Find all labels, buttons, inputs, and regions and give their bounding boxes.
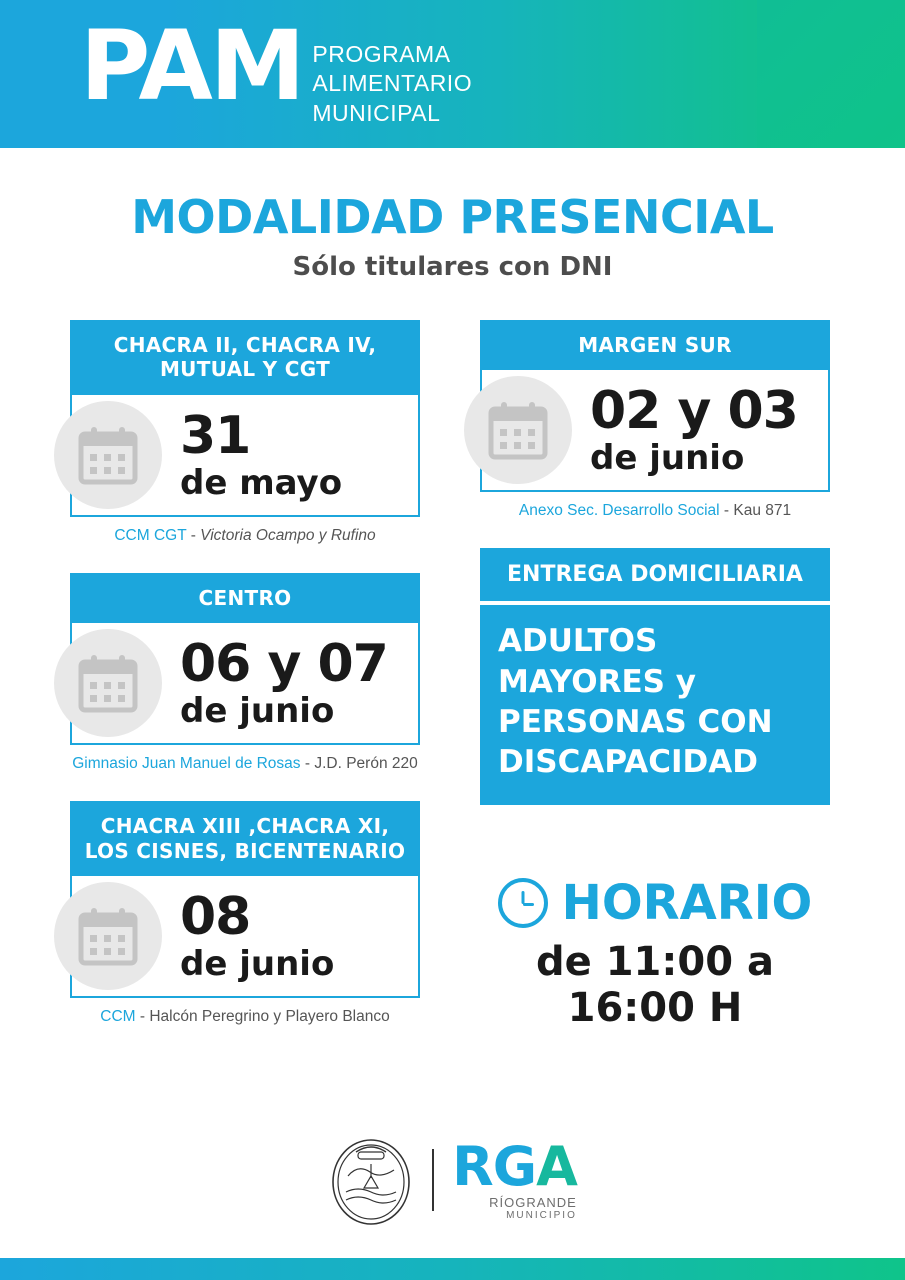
footer-logos (0, 1120, 905, 1240)
header-notch-fill (757, 0, 905, 148)
home-delivery-line-3: PERSONAS CON (498, 703, 773, 740)
card-body (70, 395, 420, 517)
card-location (70, 527, 420, 545)
pam-subtitle (312, 40, 472, 128)
card-location (70, 755, 420, 773)
calendar-icon (54, 882, 162, 990)
card-date (180, 405, 343, 503)
card-date-month: de junio (180, 691, 335, 732)
pam-logo: PAM (80, 10, 303, 122)
pam-subtitle-line-1: PROGRAMA (312, 41, 451, 67)
card-date-month: de junio (590, 438, 745, 479)
card-title: CENTRO (70, 573, 420, 623)
home-delivery-body (480, 605, 830, 804)
card-location-sep: - (719, 502, 734, 520)
card-centro (70, 573, 420, 773)
header-notch (757, 0, 905, 148)
schedule-time: de 11:00 a 16:00 H (536, 938, 774, 1031)
rga-letter-g: G (492, 1134, 537, 1198)
card-location-place: Anexo Sec. Desarrollo Social (518, 502, 720, 520)
rga-logo (452, 1134, 577, 1221)
page-title: MODALIDAD PRESENCIAL (131, 190, 774, 244)
card-location-address: J.D. Perón 220 (314, 755, 418, 773)
page-footer (0, 1120, 905, 1280)
home-delivery-line-1: ADULTOS (498, 623, 658, 660)
card-date-month: de junio (180, 943, 335, 984)
card-date (180, 886, 335, 984)
card-location-place: CCM CGT (114, 526, 187, 544)
card-date (590, 381, 798, 479)
card-body (70, 876, 420, 998)
clock-icon (498, 878, 548, 928)
card-location-sep: - (186, 526, 201, 544)
rga-letter-a: A (536, 1134, 577, 1198)
footer-divider (432, 1149, 434, 1211)
card-chacra-xiii-xi-cisnes-bicentenario (70, 801, 420, 1026)
card-date (180, 634, 388, 732)
calendar-icon (54, 629, 162, 737)
home-delivery-line-2a: MAYORES (498, 663, 665, 700)
municipal-crest-icon (328, 1130, 414, 1230)
card-title: CHACRA XIII ,CHACRA XI, LOS CISNES, BICENTENARIO (70, 801, 420, 876)
rga-logo-text (452, 1134, 577, 1198)
left-column (70, 320, 420, 1054)
page-header (0, 0, 905, 148)
schedule-header (480, 875, 830, 931)
card-location (480, 502, 830, 520)
footer-gradient-bar (0, 1258, 905, 1280)
card-title: MARGEN SUR (480, 320, 830, 370)
card-date-day: 02 y 03 (590, 381, 798, 442)
card-body (480, 370, 830, 492)
card-location-address: Kau 871 (733, 502, 792, 520)
pam-subtitle-line-2: ALIMENTARIO (312, 70, 473, 97)
card-body (70, 623, 420, 745)
page-subtitle: Sólo titulares con DNI (292, 252, 613, 282)
card-date-day: 31 (180, 405, 251, 466)
card-chacra-ii-iv-mutual-cgt (70, 320, 420, 545)
home-delivery-line-2b: y (664, 663, 696, 700)
rga-sub-1: RÍOGRANDE (489, 1194, 577, 1210)
card-margen-sur (480, 320, 830, 520)
card-date-month: de mayo (180, 462, 343, 503)
rga-letter-r: R (452, 1134, 493, 1198)
schedule-grid (0, 320, 905, 1054)
card-title: CHACRA II, CHACRA IV, MUTUAL Y CGT (70, 320, 420, 395)
home-delivery-box (480, 548, 830, 804)
schedule-label: HORARIO (561, 874, 813, 931)
card-location-address: Halcón Peregrino y Playero Blanco (149, 1007, 390, 1025)
card-date-day: 06 y 07 (180, 634, 388, 695)
pam-subtitle-line-3: MUNICIPAL (312, 99, 441, 126)
header-brand (80, 10, 473, 128)
calendar-icon (54, 401, 162, 509)
card-location-place: CCM (100, 1007, 136, 1025)
card-location-sep: - (135, 1007, 150, 1025)
home-delivery-title: ENTREGA DOMICILIARIA (480, 548, 830, 601)
calendar-icon (464, 376, 572, 484)
card-location-sep: - (300, 755, 315, 773)
rga-sub-2: MUNICIPIO (506, 1209, 577, 1221)
right-column (480, 320, 830, 1054)
card-location (70, 1008, 420, 1026)
home-delivery-line-2 (498, 662, 812, 702)
home-delivery-line-4: DISCAPACIDAD (498, 744, 758, 781)
card-location-address: Victoria Ocampo y Rufino (200, 526, 376, 544)
card-date-day: 08 (180, 886, 251, 947)
card-location-place: Gimnasio Juan Manuel de Rosas (72, 755, 301, 773)
